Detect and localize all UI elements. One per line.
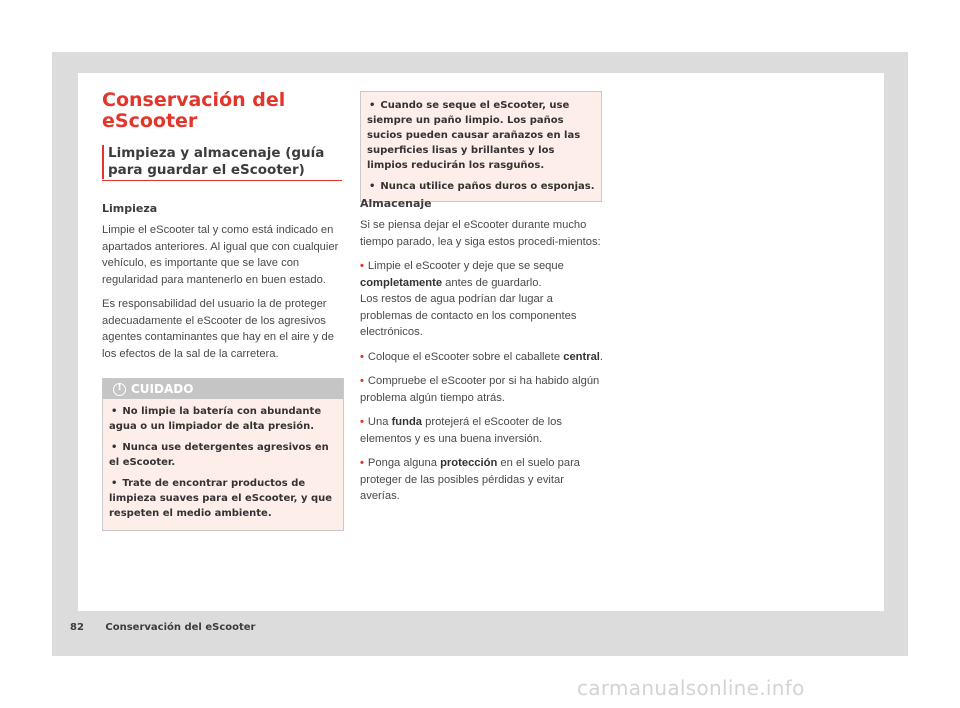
bullet-icon: • bbox=[369, 181, 376, 192]
cleaning-paragraph-1: Limpie el eScooter tal y como está indicado en apartados anteriores. Al igual que con cualquier vehículo, es importante que se lave con regularidad para mantenerlo en buen estado. bbox=[102, 224, 339, 286]
storage-bullet: • Coloque el eScooter sobre el caballete central. bbox=[360, 350, 604, 363]
page-number: 82 bbox=[70, 622, 84, 633]
footer-section-title: Conservación del eScooter bbox=[105, 622, 256, 633]
storage-intro: Si se piensa dejar el eScooter durante mucho tiempo parado, lea y siga estos procedi-mientos: bbox=[360, 219, 601, 248]
bullet-icon: • bbox=[369, 100, 376, 111]
subtitle-rule bbox=[102, 180, 342, 181]
bullet-icon: • bbox=[360, 457, 364, 469]
right-column bbox=[360, 197, 604, 513]
left-column bbox=[102, 202, 344, 370]
storage-bullet: • Ponga alguna protección en el suelo para proteger de las posibles pérdidas y evitar averías. bbox=[360, 457, 581, 502]
cleaning-tips-box bbox=[360, 91, 602, 202]
section-subtitle: Limpieza y almacenaje (guía para guardar el eScooter) bbox=[102, 145, 346, 179]
bullet-icon: • bbox=[360, 260, 364, 272]
bullet-icon: • bbox=[360, 416, 364, 428]
caution-item: • Trate de encontrar productos de limpieza suaves para el eScooter, y que respeten el medio ambiente. bbox=[109, 478, 333, 519]
caution-label: CUIDADO bbox=[131, 382, 194, 396]
warning-circle-icon bbox=[113, 383, 126, 396]
caution-header bbox=[103, 379, 343, 399]
watermark: carmanualsonline.info bbox=[577, 676, 805, 700]
storage-heading: Almacenaje bbox=[360, 197, 432, 210]
page-title: Conservación del eScooter bbox=[102, 89, 286, 132]
tip-item: • Nunca utilice paños duros o esponjas. bbox=[369, 181, 595, 192]
storage-bullet: • Limpie el eScooter y deje que se seque completamente antes de guardarlo. Los restos de agua podrían dar lugar a problemas de contacto en los componentes electrónicos. bbox=[360, 260, 577, 338]
caution-item: • No limpie la batería con abundante agua o un limpiador de alta presión. bbox=[109, 406, 322, 432]
storage-bullet: • Compruebe el eScooter por si ha habido algún problema algún tiempo atrás. bbox=[360, 375, 600, 404]
storage-bullet: • Una funda protejerá el eScooter de los elementos y es una buena inversión. bbox=[360, 416, 562, 445]
bullet-icon: • bbox=[111, 442, 118, 453]
tips-items bbox=[361, 96, 601, 197]
caution-box bbox=[102, 378, 344, 531]
caution-items bbox=[103, 399, 343, 530]
bullet-icon: • bbox=[360, 375, 364, 387]
page-footer bbox=[70, 622, 256, 633]
bullet-icon: • bbox=[360, 350, 364, 363]
cleaning-paragraph-2: Es responsabilidad del usuario la de proteger adecuadamente el eScooter de los agresivos agentes contaminantes que hay en el aire y de los efectos de la sal de la carretera. bbox=[102, 298, 334, 360]
caution-item: • Nunca use detergentes agresivos en el eScooter. bbox=[109, 442, 329, 468]
cleaning-heading: Limpieza bbox=[102, 202, 158, 215]
bullet-icon: • bbox=[111, 406, 118, 417]
bullet-icon: • bbox=[111, 478, 118, 489]
tip-item: • Cuando se seque el eScooter, use siempre un paño limpio. Los paños sucios pueden causar arañazos en las superficies lisas y brillantes y los limpios reducirán los rasguños. bbox=[367, 100, 581, 171]
